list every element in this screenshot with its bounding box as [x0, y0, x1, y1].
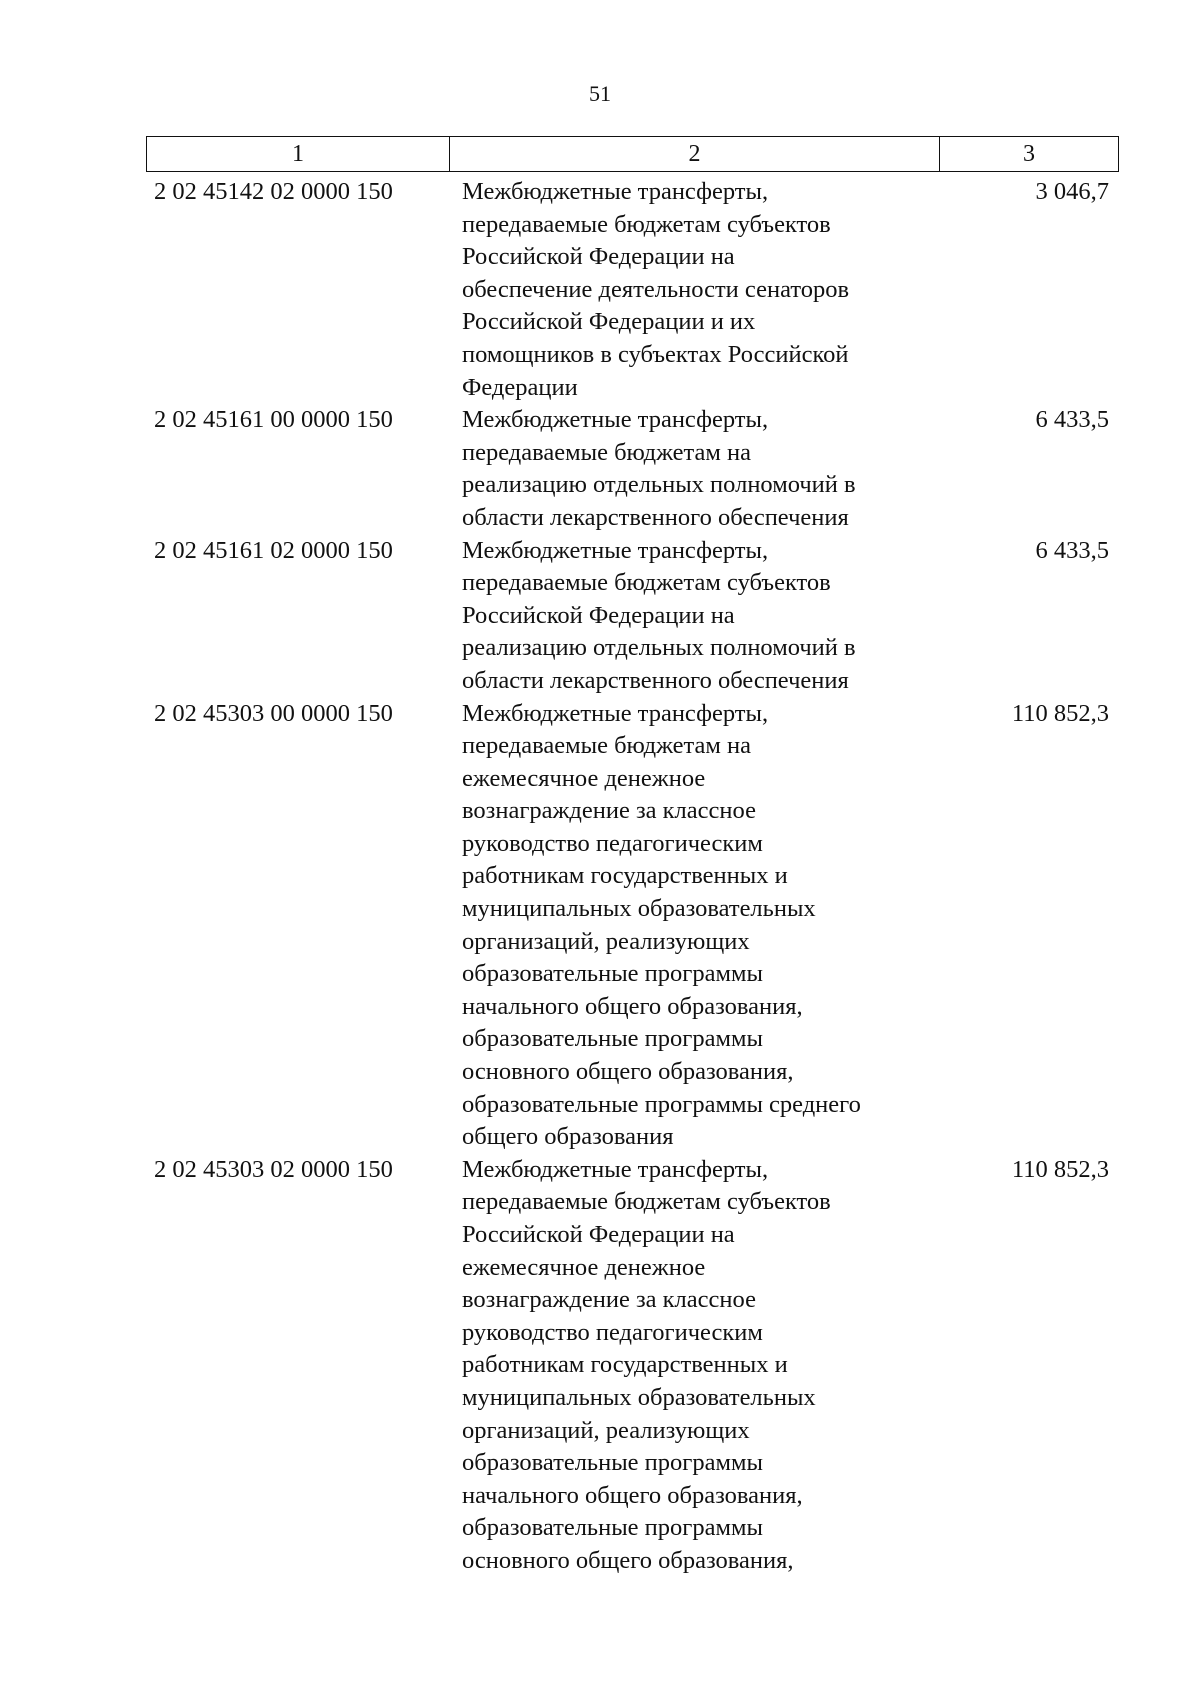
table-body: [146, 176, 1119, 1578]
description-line: основного общего образования,: [462, 1058, 794, 1086]
row-description: [449, 535, 939, 698]
description-line: ежемесячное денежное: [462, 764, 706, 792]
row-description: [449, 698, 939, 1154]
table-row: [146, 698, 1119, 1154]
description-line: передаваемые бюджетам субъектов: [462, 1188, 831, 1216]
amount-value: 110 852,3: [1011, 699, 1109, 727]
description-line: Межбюджетные трансферты,: [462, 406, 769, 434]
amount-value: 110 852,3: [1011, 1155, 1109, 1183]
description-line: образовательные программы: [462, 1025, 763, 1053]
description-line: обеспечение деятельности сенаторов: [462, 275, 850, 303]
column-header-3: 3: [1023, 140, 1035, 167]
description-line: передаваемые бюджетам на: [462, 732, 752, 760]
column-header-1: 1: [147, 137, 450, 171]
budget-code: 2 02 45142 02 0000 150: [154, 178, 393, 205]
budget-code: 2 02 45303 00 0000 150: [154, 699, 393, 727]
amount-value: 6 433,5: [1035, 536, 1109, 564]
description-line: основного общего образования,: [462, 1546, 794, 1574]
description-line: области лекарственного обеспечения: [462, 503, 849, 531]
row-description: [449, 1154, 939, 1578]
budget-code: 2 02 45303 02 0000 150: [154, 1155, 393, 1183]
page-number: 51: [589, 81, 611, 106]
amount-value: 6 433,5: [1035, 406, 1109, 434]
row-description: [449, 404, 939, 534]
table-header-row: [146, 136, 1119, 172]
description-line: Межбюджетные трансферты,: [462, 699, 769, 727]
description-line: руководство педагогическим: [462, 1318, 763, 1346]
description-line: вознаграждение за классное: [462, 1286, 756, 1314]
description-line: образовательные программы: [462, 1514, 763, 1542]
column-header-2: 2: [450, 137, 940, 171]
description-line: Российской Федерации на: [462, 243, 735, 271]
description-line: образовательные программы среднего: [462, 1090, 861, 1118]
description-line: передаваемые бюджетам субъектов: [462, 569, 831, 597]
description-line: области лекарственного обеспечения: [462, 666, 849, 694]
description-line: муниципальных образовательных: [462, 895, 816, 923]
description-line: общего образования: [462, 1123, 674, 1151]
description-line: начального общего образования,: [462, 992, 803, 1020]
table-row: [146, 176, 1119, 404]
table-row: [146, 535, 1119, 698]
description-line: Межбюджетные трансферты,: [462, 536, 769, 564]
description-line: работникам государственных и: [462, 1351, 788, 1379]
description-line: работникам государственных и: [462, 862, 788, 890]
description-line: реализацию отдельных полномочий в: [462, 634, 856, 662]
table-row: [146, 404, 1119, 534]
description-line: Российской Федерации на: [462, 601, 735, 629]
description-line: передаваемые бюджетам на: [462, 438, 752, 466]
description-line: начального общего образования,: [462, 1481, 803, 1509]
description-line: организаций, реализующих: [462, 1416, 750, 1444]
budget-code: 2 02 45161 02 0000 150: [154, 536, 393, 564]
description-line: Федерации: [462, 373, 578, 401]
description-line: Российской Федерации на: [462, 1221, 735, 1248]
description-line: организаций, реализующих: [462, 927, 750, 955]
description-line: реализацию отдельных полномочий в: [462, 471, 856, 499]
description-line: ежемесячное денежное: [462, 1253, 706, 1281]
description-line: Межбюджетные трансферты,: [462, 178, 769, 205]
description-line: муниципальных образовательных: [462, 1383, 816, 1411]
description-line: руководство педагогическим: [462, 829, 763, 857]
description-line: вознаграждение за классное: [462, 797, 756, 825]
amount-value: 3 046,7: [1035, 178, 1109, 205]
description-line: образовательные программы: [462, 960, 763, 988]
description-line: помощников в субъектах Российской: [462, 340, 849, 368]
description-line: передаваемые бюджетам субъектов: [462, 210, 831, 238]
budget-code: 2 02 45161 00 0000 150: [154, 406, 393, 434]
row-description: [449, 176, 939, 404]
table-row: [146, 1154, 1119, 1578]
description-line: Российской Федерации и их: [462, 308, 756, 336]
description-line: Межбюджетные трансферты,: [462, 1155, 769, 1183]
description-line: образовательные программы: [462, 1449, 763, 1477]
